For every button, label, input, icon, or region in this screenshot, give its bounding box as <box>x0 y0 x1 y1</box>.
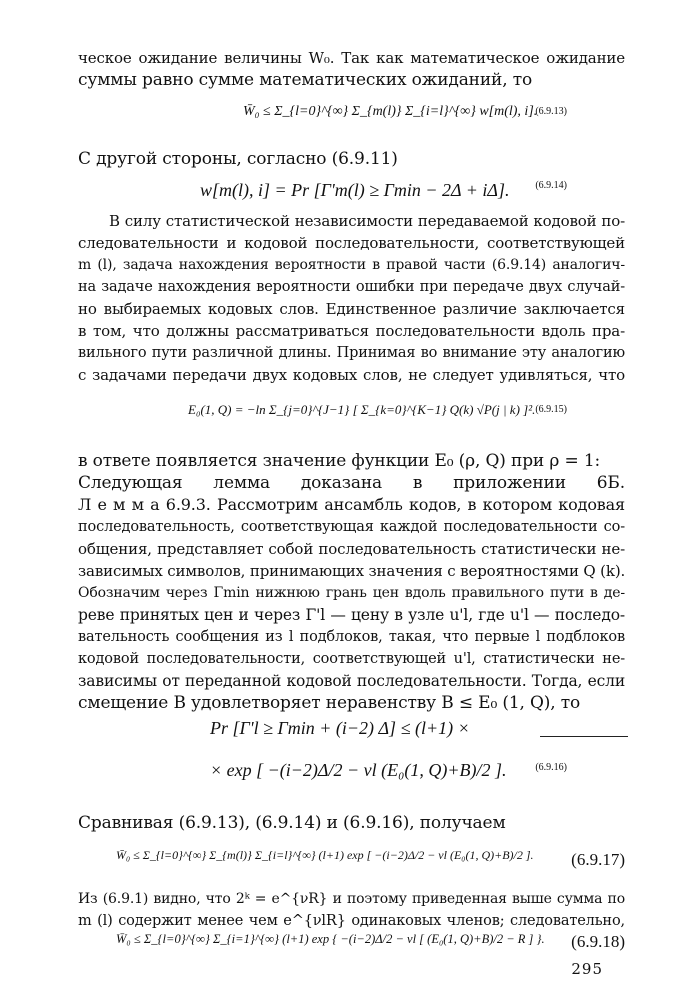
equation-number: (6.9.16) <box>535 762 567 773</box>
text-line: В силу статистической независимости передаваемой кодовой по- <box>109 212 625 230</box>
text-line: но выбираемых кодовых слов. Единственное различие заключается <box>78 300 625 318</box>
text-line: суммы равно сумме математических ожиданий, то <box>78 70 533 90</box>
equation-6-9-14 <box>78 176 625 206</box>
equation-line: Pr [Γ'l ≥ Γmin + (i−2) Δ] ≤ (l+1) × <box>210 718 470 738</box>
text-line: в том, что должны рассматриваться последовательности вдоль пра- <box>78 322 625 340</box>
qed-rule <box>540 736 628 737</box>
page-number: 295 <box>571 960 603 978</box>
text-line: Из (6.9.1) видно, что 2ᵏ = e^{νR} и поэтому приведенная выше сумма по <box>78 891 625 907</box>
equation-number: (6.9.15) <box>535 404 567 415</box>
text-line: Сравнивая (6.9.13), (6.9.14) и (6.9.16), получаем <box>78 813 506 833</box>
text-line: m (l) содержит менее чем e^{νlR} одинаковых членов; следовательно, <box>78 913 625 929</box>
equation-6-9-16 <box>78 716 625 798</box>
text-line: реве принятых цен и через Γ'l — цену в узле u'l, где u'l — последо- <box>78 606 625 624</box>
text-line: в ответе появляется значение функции E₀ (ρ, Q) при ρ = 1: <box>78 451 601 471</box>
equation-6-9-18 <box>78 930 625 960</box>
equation-line: × exp [ −(i−2)Δ/2 − νl (E₀(1, Q)+B)/2 ]. <box>210 760 507 780</box>
equation-number: (6.9.14) <box>535 180 567 191</box>
equation-number: (6.9.17) <box>571 850 625 869</box>
equation-body: E₀(1, Q) = −ln Σ_{j=0}^{J−1} [ Σ_{k=0}^{K−1} Q(k) √P(j | k) ]². <box>188 402 536 417</box>
equation-body: W̄₀ ≤ Σ_{l=0}^{∞} Σ_{i=1}^{∞} (l+1) exp { −(i−2)Δ/2 − νl [ (E₀(1, Q)+B)/2 − R ] }. <box>116 932 545 946</box>
text-line: следовательности и кодовой последовательности, соответствующей <box>78 234 625 252</box>
equation-6-9-17 <box>78 836 625 888</box>
text-line: с задачами передачи двух кодовых слов, не следует удивляться, что <box>78 366 625 384</box>
text-line: зависимых символов, принимающих значения с вероятностями Q (k). <box>78 562 626 580</box>
text-line: на задаче нахождения вероятности ошибки при передаче двух случай- <box>78 279 625 295</box>
equation-number: (6.9.13) <box>535 106 567 117</box>
text-line: смещение B удовлетворяет неравенству B ≤ E₀ (1, Q), то <box>78 693 581 713</box>
text-line: Следующая лемма доказана в приложении 6Б. <box>78 473 625 493</box>
equation-body: W̄₀ ≤ Σ_{l=0}^{∞} Σ_{m(l)} Σ_{i=l}^{∞} w[m(l), i]. <box>243 104 538 119</box>
text-line: последовательность, соответствующая каждой последовательности со- <box>78 519 625 535</box>
text-line: С другой стороны, согласно (6.9.11) <box>78 149 398 169</box>
equation-6-9-15 <box>78 386 625 444</box>
text-line: Л е м м а 6.9.3. Рассмотрим ансамбль кодов, в котором кодовая <box>78 495 625 514</box>
text-line: общения, представляет собой последовательность статистически не- <box>78 540 625 558</box>
text-line: вательность сообщения из l подблоков, такая, что первые l подблоков <box>78 629 625 645</box>
text-line: зависимы от переданной кодовой последовательности. Тогда, если <box>78 672 625 690</box>
equation-body: w[m(l), i] = Pr [Γ'm(l) ≥ Γmin − 2Δ + iΔ]. <box>200 180 510 200</box>
text-line: кодовой последовательности, соответствующей u'l, статистически не- <box>78 651 625 667</box>
text-line: ческое ожидание величины W₀. Так как математическое ожидание <box>78 49 625 67</box>
equation-body: W̄₀ ≤ Σ_{l=0}^{∞} Σ_{m(l)} Σ_{i=l}^{∞} (l+1) exp [ −(i−2)Δ/2 − νl (E₀(1, Q)+B)/2 ]. <box>116 848 534 862</box>
text-line: m (l), задача нахождения вероятности в правой части (6.9.14) аналогич- <box>78 257 625 273</box>
text-line: вильного пути различной длины. Принимая во внимание эту аналогию <box>78 345 625 361</box>
equation-number: (6.9.18) <box>571 932 625 951</box>
equation-6-9-13 <box>78 92 625 138</box>
text-line: Обозначим через Γmin нижнюю грань цен вдоль правильного пути в де- <box>78 585 625 601</box>
